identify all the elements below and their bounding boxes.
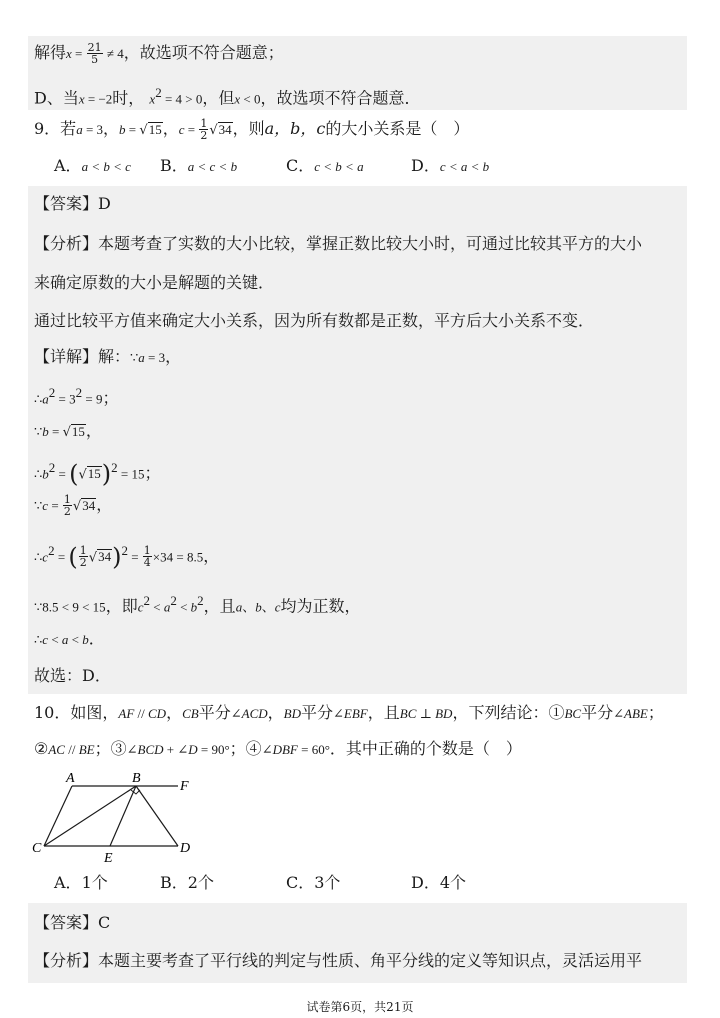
page-footer: 试卷第6页，共21页 [306, 1000, 414, 1014]
q10-answer: 【答案】C [34, 913, 111, 932]
q9-option-d[interactable]: D．c < a < b [411, 156, 490, 175]
q10-analysis-1: 【分析】本题主要考查了平行线的判定与性质、角平分线的定义等知识点，灵活运用平 [34, 951, 643, 970]
q9-step-6: ∵8.5 < 9 < 15，即$c^2 < a^2 < b^2$，且a、b、c均为正数， [34, 593, 361, 616]
q9-options [34, 155, 674, 177]
q9-option-c[interactable]: C．c < b < a [286, 156, 364, 175]
q10-stem-1: 10．如图，AF // CD，CB平分∠ACD，BD平分∠EBF，且BC ⊥ BD，下列结论：①BC平分∠ABE； [34, 703, 664, 722]
label-f: F [180, 779, 189, 794]
q9-stem: 9．若a = 3，b = √15，c = $\frac{1}{2}$ √34，则a，b，c的大小关系是（ ） [34, 117, 470, 142]
label-e: E [104, 851, 113, 866]
q9-step-1: $\therefore a^2 = 3^2 = 9$； [34, 385, 119, 408]
q9-step-7: ∴c < a < b． [34, 629, 105, 648]
label-a: A [66, 771, 75, 786]
q10-options [34, 872, 674, 894]
q9-detail-lead: 【详解】解：∵a = 3， [34, 347, 182, 366]
q9-option-a[interactable]: A．a < b < c [54, 156, 131, 175]
q9-choose: 故选：D． [34, 666, 111, 685]
label-c: C [32, 841, 42, 856]
line-bd [136, 786, 178, 846]
q9-analysis-2: 来确定原数的大小是解题的关键． [34, 273, 275, 292]
q10-option-a[interactable]: A．1个 [54, 873, 108, 892]
q10-option-b[interactable]: B．2个 [160, 873, 214, 892]
label-d: D [180, 841, 191, 856]
q10-option-c[interactable]: C．3个 [286, 873, 341, 892]
q9-step-3: $\therefore b^2 = (√15)^2 = 15$； [34, 459, 161, 488]
geometry-figure [28, 768, 208, 868]
q9-option-b[interactable]: B．a < c < b [160, 156, 238, 175]
q9-step-5: $\therefore c^2$ = ( $\frac{1}{2}$ √34)$^2$ = $\frac{1}{4}$ ×34 = 8.5， [34, 542, 220, 571]
q9-analysis-3: 通过比较平方值来确定大小关系，因为所有数都是正数，平方后大小关系不变． [34, 311, 595, 330]
q10-stem-2: ②AC // BE；③∠BCD + ∠D = 90°；④∠DBF = 60°．其中正确的个数是（ ） [34, 739, 522, 758]
prev-line-2: D、当x = −2时， $x^2 = 4 > 0$，但x < 0，故选项不符合题意． [34, 85, 421, 108]
prev-line-1: 解得x = $\frac{21}{5}$ ≠ 4，故选项不符合题意； [34, 41, 284, 66]
q9-analysis-1: 【分析】本题考查了实数的大小比较，掌握正数比较大小时，可通过比较其平方的大小 [34, 234, 643, 253]
label-b: B [132, 771, 141, 786]
q9-step-2: ∵b = √15， [34, 421, 102, 440]
q9-answer: 【答案】D [34, 194, 111, 213]
q10-option-d[interactable]: D．4个 [411, 873, 467, 892]
q9-step-4: ∵c = $\frac{1}{2}$ √34， [34, 493, 113, 518]
